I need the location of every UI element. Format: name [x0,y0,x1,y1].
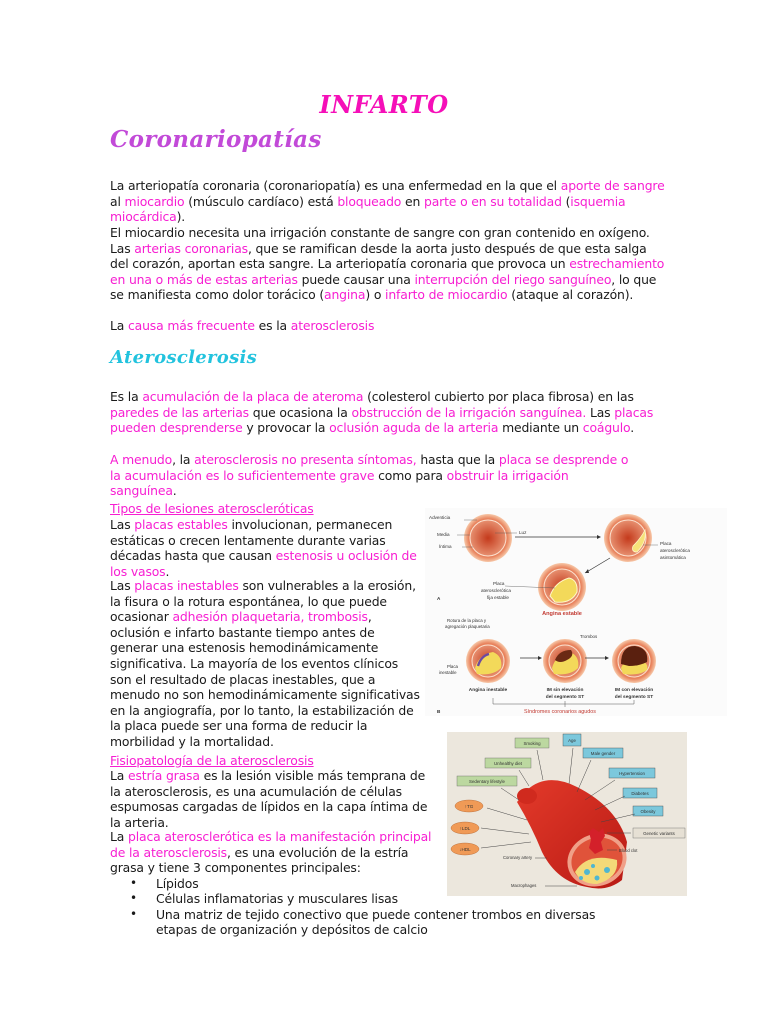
svg-text:IM sin elevación: IM sin elevación [546,688,584,693]
highlighted-term: aterosclerosis no presenta síntomas, [194,452,417,467]
text-run: (ataque al corazón). [507,287,634,303]
svg-text:Genetic variants: Genetic variants [643,831,675,836]
text-run: Las [110,517,135,532]
figure-risk-factors [447,732,687,896]
svg-text:Placa: Placa [493,581,505,586]
highlighted-term: adhesión plaquetaria, trombosis [172,609,368,625]
page-title: INFARTO [319,90,449,119]
text-run: . [630,420,635,436]
svg-text:Adventicia: Adventicia [429,515,451,520]
vessel-asymptomatic [604,514,652,562]
text-run: es la lesión visible más temprana de la aterosclerosis, es una acumulación de células espumosas cargadas de lípidos en la capa íntima de la arteria. [110,768,428,830]
svg-text:Diabetes: Diabetes [631,791,649,796]
svg-text:aterosclerótica: aterosclerótica [660,548,690,553]
subheading-tipos-lesiones: Tipos de lesiones ateroscleróticas [110,501,314,516]
highlighted-term: miocardio [124,193,185,209]
section-heading-coronariopatias: Coronariopatías [110,126,322,153]
svg-text:fija estable: fija estable [487,595,509,600]
text-run: , que se ramifican desde la aorta justo después de que esta salga del corazón, aportan esta sangre. La arteriopatía coronaria que provoca un [110,240,647,272]
paragraph-estria-grasa [110,768,430,830]
highlighted-term: bloqueado [337,193,402,209]
list-item: • Lípidos [128,876,636,891]
text-run: La [110,768,128,783]
highlighted-term: angina [324,287,366,303]
highlighted-term: placas pueden desprenderse [110,404,654,436]
paragraph-placa-aterosclerotica [110,829,435,876]
figure-lesion-types [425,508,727,716]
paragraph-placas-inestables [110,578,422,750]
highlighted-term: estenosis u oclusión de los vasos [110,548,417,579]
text-run: Las [110,578,135,593]
lesion-diagram [425,508,727,716]
highlighted-term: causa más frecuente [128,318,255,333]
text-run: La [110,829,128,844]
highlighted-term: parte o en su totalidad [424,193,562,209]
highlighted-term: A menudo [110,452,173,467]
text-run: Las [586,404,615,420]
svg-text:A: A [437,596,441,601]
text-run: El miocardio necesita una irrigación constante de sangre con gran contenido en oxígeno. Las [110,225,650,256]
text-run: . [165,563,170,579]
text-run: hasta que la [416,452,499,467]
highlighted-term: placa aterosclerótica es la manifestación principal de la aterosclerosis [110,829,432,860]
svg-text:Íntima: Íntima [439,544,452,549]
text-run: ( [561,193,571,209]
svg-text:del segmento ST: del segmento ST [545,695,585,700]
svg-text:Hypertension: Hypertension [619,771,645,776]
text-run: es la [254,318,291,333]
svg-text:IM con elevación: IM con elevación [614,688,654,693]
highlighted-term: estrechamiento en una o más de estas arterias [110,256,665,287]
text-run: (colesterol cubierto por placa fibrosa) en las [363,389,634,404]
highlighted-term: acumulación de la placa de ateroma [142,389,364,404]
svg-text:Placa: Placa [447,664,458,669]
svg-text:asintomática: asintomática [660,555,686,560]
svg-text:del segmento ST: del segmento ST [614,695,654,700]
text-run: Es la [110,389,143,404]
text-run: , oclusión e infarto bastante tiempo antes de generar una estenosis hemodinámicamente significativa. La mayoría de los eventos clínicos son el resultado de placas inestables, que a menudo no son hemodinámicamente significativas en la angiografía, por lo tanto, la estabilización de la placa puede ser una forma de reducir la morbilidad y la mortalidad. [110,609,420,749]
paragraph-ateroma [110,389,670,436]
risk-factor-diagram [447,732,687,896]
highlighted-term: isquemia miocárdica [110,193,626,225]
text-run: mediante un [498,420,583,436]
vessel-stable [538,563,586,611]
svg-text:aterosclerótica: aterosclerótica [481,588,511,593]
highlighted-term: aporte de sangre [560,178,665,193]
svg-text:Age: Age [568,738,576,743]
paragraph-causa [110,318,670,334]
highlighted-term: aterosclerosis [290,318,375,333]
svg-text:B: B [437,709,441,714]
svg-text:Trombos: Trombos [580,634,598,639]
paragraph-definicion [110,178,670,225]
text-run: y provocar la [242,420,330,436]
highlighted-term: oclusión aguda de la arteria [329,420,499,436]
vessel-stemi [612,639,656,683]
svg-text:Obesity: Obesity [640,809,656,814]
svg-text:Media: Media [437,532,450,537]
highlighted-term: arterias coronarias [134,240,248,256]
text-run: ) o [365,287,386,303]
text-run: La arteriopatía coronaria (coronariopatía) es una enfermedad en la que el [110,178,561,193]
highlighted-term: obstrucción de la irrigación sanguínea. [351,404,587,420]
highlighted-term: coágulo [582,420,631,436]
highlighted-term: infarto de miocardio [385,287,508,303]
svg-text:Síndromes coronarios agudos: Síndromes coronarios agudos [524,709,596,715]
highlighted-term: estría grasa [128,768,200,783]
list-item: • Células inflamatorias y musculares lisas [128,891,636,906]
svg-text:Male gender: Male gender [590,751,616,756]
svg-text:↓HDL: ↓HDL [459,847,471,852]
section-heading-aterosclerosis: Aterosclerosis [110,347,258,368]
svg-text:Placa: Placa [660,541,672,546]
text-run: al [110,193,125,209]
svg-text:Luz: Luz [519,530,527,535]
svg-text:↑LDL: ↑LDL [459,826,471,831]
paragraph-miocardio [110,225,668,303]
paragraph-placas-estables [110,517,422,579]
list-item: • Una matriz de tejido conectivo que puede contener trombos en diversas etapas de organización y depósitos de calcio [128,907,636,938]
svg-text:Rotura de la placa y: Rotura de la placa y [447,618,487,623]
highlighted-term: paredes de las arterias [110,404,249,420]
text-run: La [110,318,128,333]
svg-text:Coronary artery: Coronary artery [503,855,533,860]
subheading-fisiopatologia: Fisiopatología de la aterosclerosis [110,753,314,768]
text-run: , la [172,452,195,467]
text-run: como para [374,467,447,483]
highlighted-term: placa se desprende o la acumulación es lo suficientemente grave [110,452,629,483]
highlighted-term: placas inestables [134,578,239,593]
text-run: son vulnerables a la erosión, la fisura o la rotura espontánea, lo que puede ocasionar [110,578,416,625]
svg-text:Sedentary lifestyle: Sedentary lifestyle [469,779,505,784]
text-run: en [401,193,424,209]
text-run: involucionan, permanecen estáticas o crecen lentamente durante varias décadas hasta que causan [110,517,393,564]
svg-text:inestable: inestable [439,670,457,675]
text-run: (músculo cardíaco) está [184,193,338,209]
vessel-normal [464,514,512,562]
highlighted-term: placas estables [134,517,228,532]
svg-text:agregación plaquetaria: agregación plaquetaria [445,624,490,629]
svg-text:Macrophages: Macrophages [511,883,537,888]
paragraph-a-menudo [110,452,630,499]
text-run: que ocasiona la [248,404,352,420]
text-run: , es una evolución de la estría grasa y tiene 3 componentes principales: [110,844,409,876]
text-run: , lo que se manifiesta como dolor torácico ( [110,271,657,303]
svg-text:Smoking: Smoking [523,741,541,746]
svg-text:Angina estable: Angina estable [542,611,582,617]
highlighted-term: interrupción del riego sanguíneo [414,271,612,287]
text-run: ). [176,209,186,225]
svg-text:↑TG: ↑TG [464,804,474,809]
vessel-nstemi [543,639,587,683]
svg-text:Angina inestable: Angina inestable [468,688,508,693]
vessel-unstable [466,639,510,683]
svg-text:Blood clot: Blood clot [619,848,638,853]
svg-text:Unhealthy diet: Unhealthy diet [493,761,523,766]
text-run: puede causar una [297,271,415,287]
text-run: . [172,483,177,499]
highlighted-term: obstruir la irrigación sanguínea [110,467,569,499]
